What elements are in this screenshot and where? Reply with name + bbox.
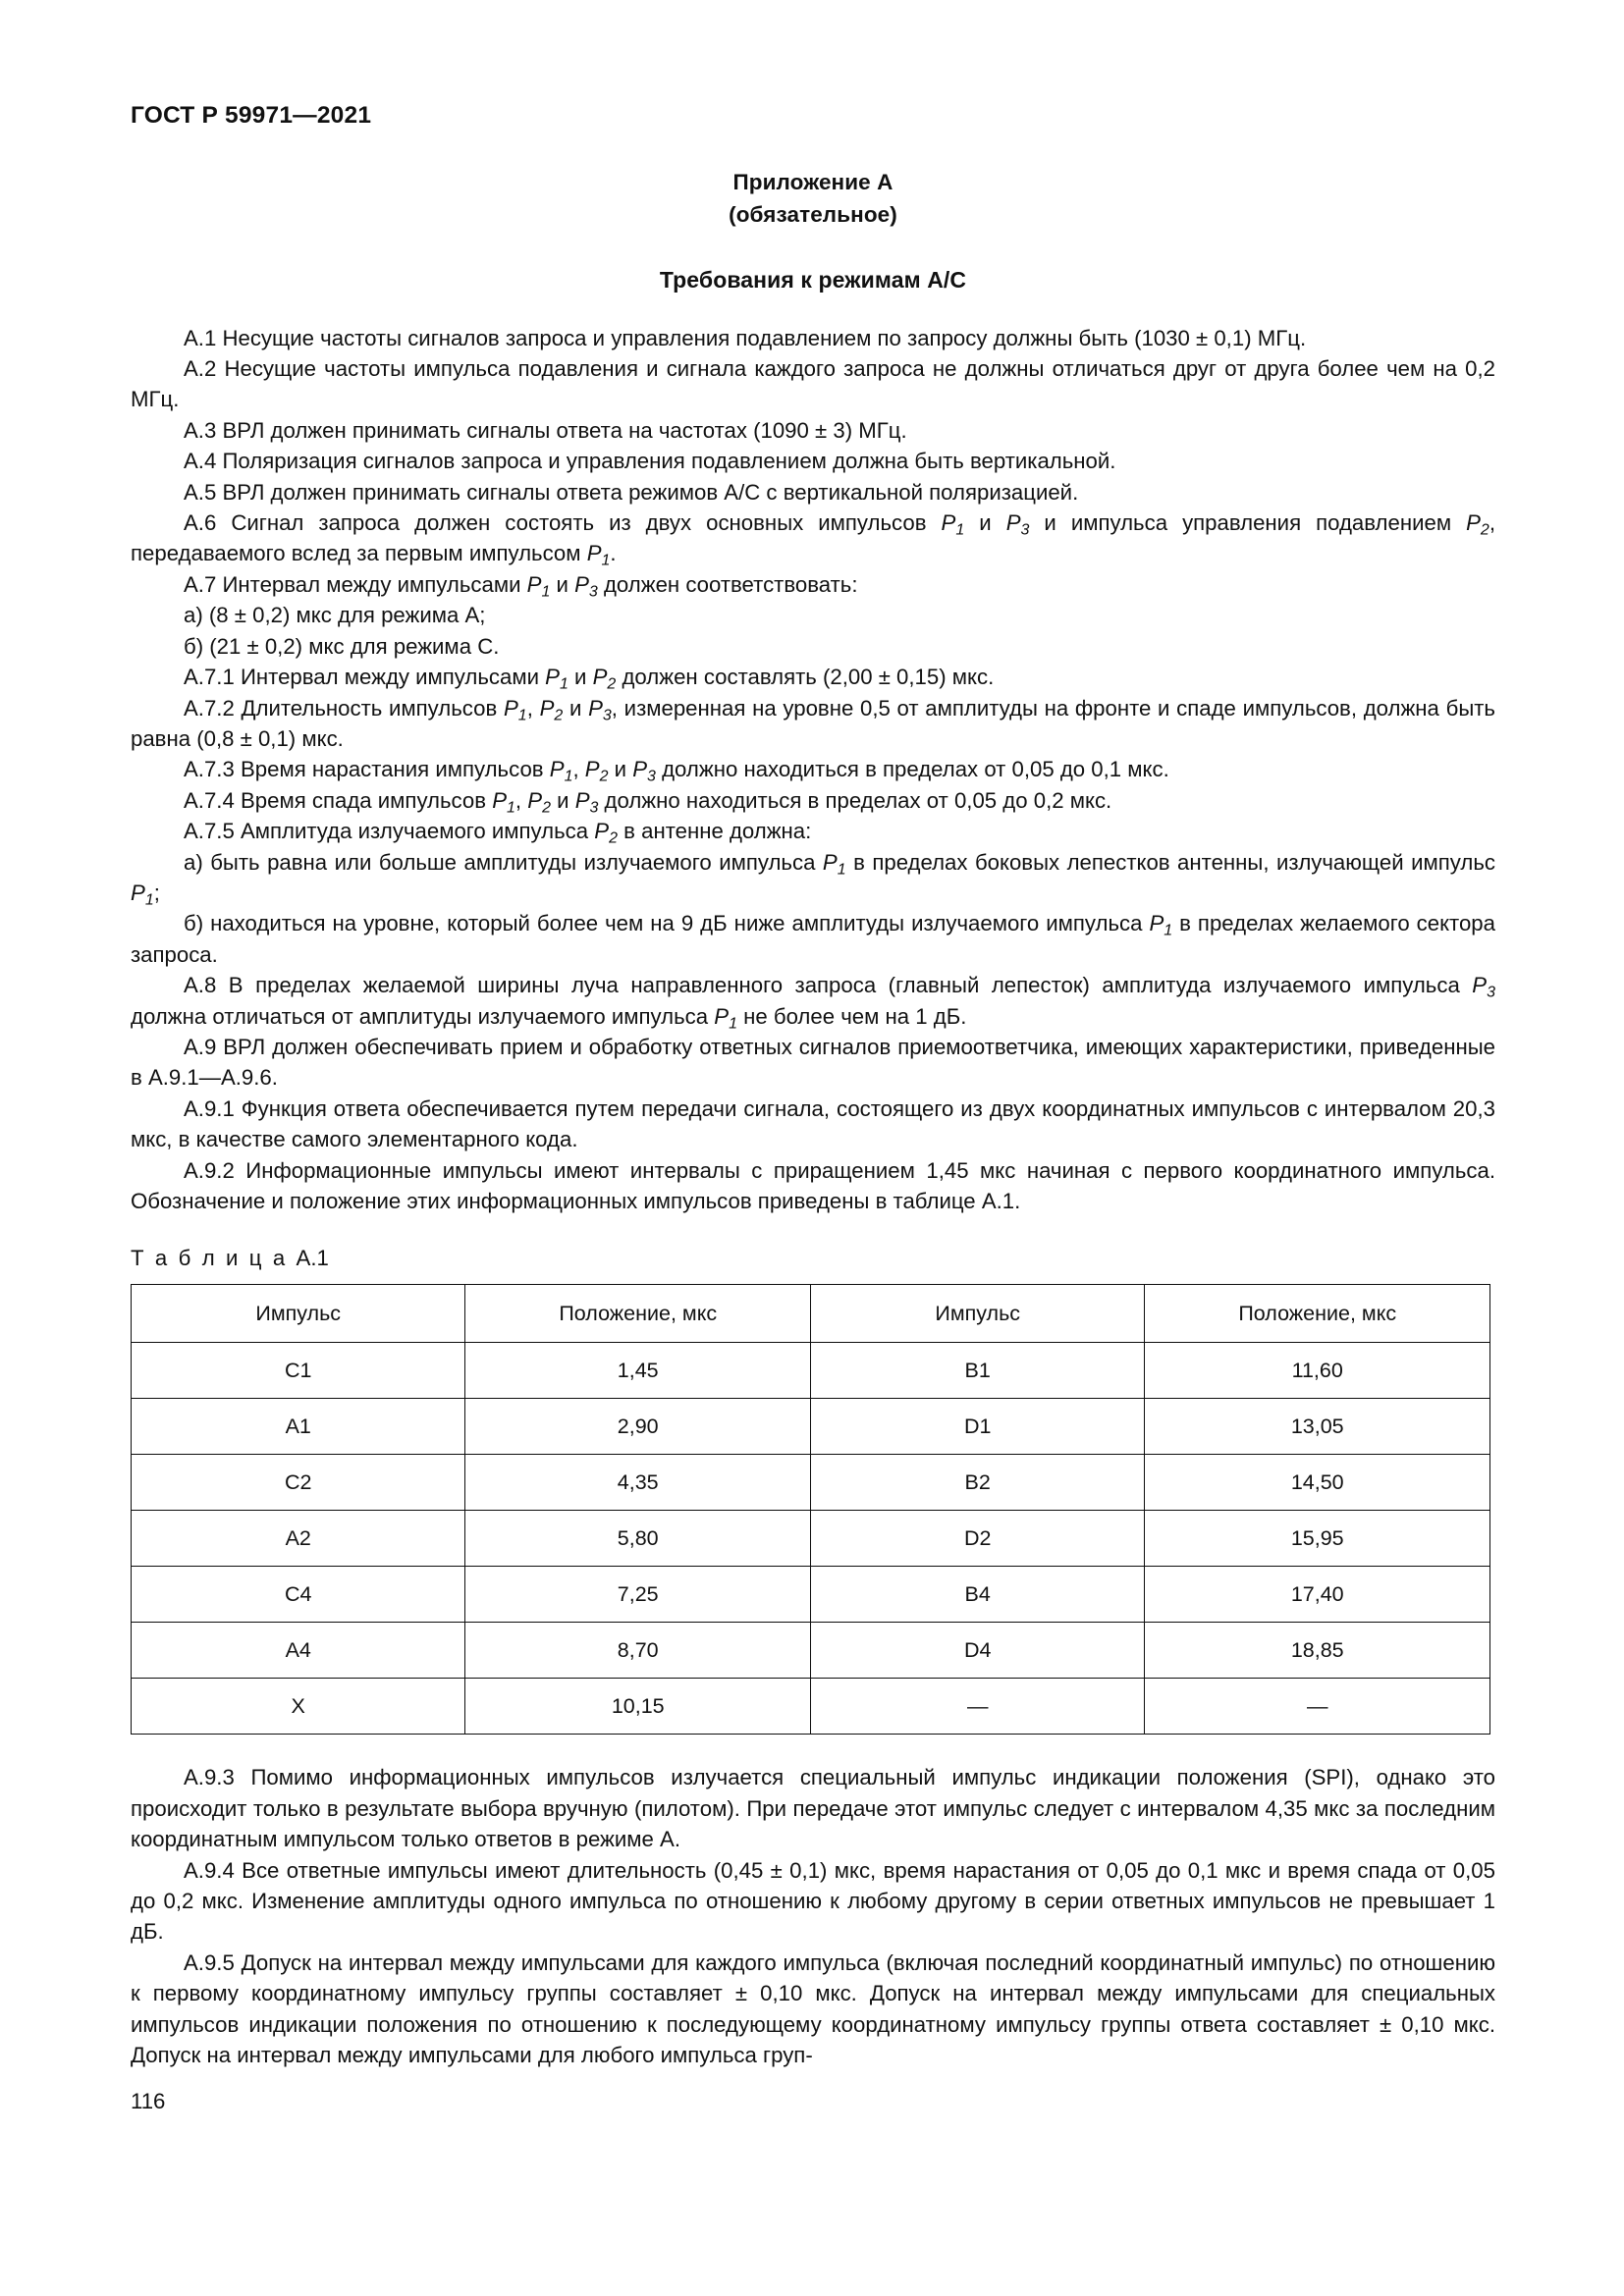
symbol-base: P <box>592 665 608 690</box>
symbol-p1 <box>504 696 527 721</box>
text-run: должен соответствовать: <box>597 571 858 597</box>
paragraph-a75 <box>131 816 1495 846</box>
paragraph-a95: А.9.5 Допуск на интервал между импульсами для каждого импульса (включая последний координатный импульс) по отношению к первому координатному импульсу группы составляет ± 0,10 мкс. Допуск на интервал между импульсами для специальных импульсов индикации положения по отношению к последующему координатному импульсу группы ответа составляет ± 0,10 мкс. Допуск на интервал между импульсами для любого импульса груп- <box>131 1949 1495 2068</box>
table-cell: 17,40 <box>1145 1567 1490 1623</box>
symbol-subscript: 2 <box>599 768 609 785</box>
symbol-subscript: 1 <box>517 706 527 723</box>
symbol-p3 <box>574 571 598 601</box>
text-run: ; <box>153 880 160 905</box>
paragraph-a73 <box>131 754 1495 784</box>
symbol-subscript: 1 <box>144 891 154 909</box>
paragraph-a3: А.3 ВРЛ должен принимать сигналы ответа на частотах (1090 ± 3) МГц. <box>184 417 907 443</box>
text-run: А.7.1 Интервал между импульсами <box>184 665 546 690</box>
list-item-a7-b: б) (21 ± 0,2) мкс для режима С. <box>184 633 500 659</box>
symbol-subscript: 3 <box>1020 521 1030 539</box>
symbol-base: P <box>584 757 600 782</box>
symbol-base: P <box>1472 973 1488 998</box>
text-run: и импульса управления подавлением <box>1029 510 1467 536</box>
symbol-base: P <box>594 819 610 844</box>
symbol-subscript: 2 <box>1480 521 1489 539</box>
table-header-row <box>132 1285 1490 1343</box>
text-run: в пределах боковых лепестков антенны, излучающей импульс <box>845 849 1495 875</box>
text-run: А.7.3 Время нарастания импульсов <box>184 757 550 782</box>
table-row <box>132 1399 1490 1455</box>
symbol-subscript: 3 <box>589 799 599 817</box>
symbol-p1 <box>545 665 568 693</box>
symbol-subscript: 1 <box>1164 922 1173 939</box>
symbol-p1 <box>941 510 965 539</box>
symbol-subscript: 1 <box>955 521 965 539</box>
text-run: а) быть равна или больше амплитуды излучаемого импульса <box>184 849 823 875</box>
table-row <box>132 1511 1490 1567</box>
symbol-subscript: 2 <box>607 675 617 693</box>
symbol-subscript: 3 <box>588 583 598 601</box>
table-cell: 18,85 <box>1145 1623 1490 1679</box>
table-cell: B2 <box>810 1455 1144 1511</box>
column-header: Импульс <box>132 1285 465 1343</box>
symbol-p2 <box>592 665 617 693</box>
text-run: А.7 Интервал между импульсами <box>184 571 527 597</box>
paragraph-a8 <box>131 970 1495 1032</box>
symbol-p1 <box>549 757 573 785</box>
symbol-base: P <box>1466 510 1481 536</box>
symbol-base: P <box>545 665 560 690</box>
symbol-subscript: 1 <box>507 799 515 817</box>
table-cell: 2,90 <box>465 1399 811 1455</box>
symbol-p2 <box>584 757 609 785</box>
symbol-base: P <box>574 571 589 597</box>
annex-kind: (обязательное) <box>729 202 897 228</box>
symbol-subscript: 1 <box>564 768 573 785</box>
table-row <box>132 1623 1490 1679</box>
table-cell: X <box>132 1679 465 1735</box>
symbol-base: P <box>539 695 555 721</box>
text-run: А.6 Сигнал запроса должен состоять из двух основных импульсов <box>184 510 942 536</box>
text-run: и <box>550 571 575 597</box>
table-cell: A4 <box>132 1623 465 1679</box>
page-number: 116 <box>131 2089 166 2113</box>
text-run: и <box>563 695 589 721</box>
symbol-p1 <box>492 787 515 817</box>
paragraph-a91: А.9.1 Функция ответа обеспечивается путем передачи сигнала, состоящего из двух координатных импульсов с интервалом 20,3 мкс, в качестве самого элементарного кода. <box>131 1095 1495 1152</box>
table-row <box>132 1679 1490 1735</box>
table-cell: — <box>1145 1679 1490 1735</box>
symbol-p2 <box>594 819 618 847</box>
section-title: Требования к режимам A/C <box>659 266 967 293</box>
list-item-a75-a <box>131 847 1495 909</box>
text-run: , измеренная на уровне 0,5 от амплитуды на фронте и спаде импульсов, должна быть равна (0,8 ± 0,1) мкс. <box>131 695 1495 751</box>
symbol-subscript: 1 <box>541 583 551 601</box>
symbol-base: P <box>549 757 565 782</box>
text-run: не более чем на 1 дБ. <box>736 1003 967 1029</box>
symbol-base: P <box>526 571 542 597</box>
table-caption <box>131 1246 1495 1271</box>
symbol-base: P <box>503 695 518 721</box>
symbol-p2 <box>540 696 564 721</box>
table-row <box>132 1455 1490 1511</box>
text-run: , <box>572 757 585 782</box>
symbol-subscript: 2 <box>542 799 551 817</box>
text-run: должен составлять (2,00 ± 0,15) мкс. <box>616 665 995 690</box>
table-cell: B4 <box>810 1567 1144 1623</box>
paragraph-a71 <box>131 662 1495 692</box>
text-run: и <box>608 757 633 782</box>
symbol-subscript: 2 <box>554 706 564 723</box>
symbol-p3 <box>1005 510 1030 539</box>
table-cell: A1 <box>132 1399 465 1455</box>
symbol-base: P <box>1005 510 1021 536</box>
table-cell: D2 <box>810 1511 1144 1567</box>
text-run: б) находиться на уровне, который более чем на 9 дБ ниже амплитуды излучаемого импульса <box>184 911 1150 936</box>
symbol-p3 <box>632 757 656 785</box>
symbol-p1 <box>526 571 551 601</box>
table-cell: 4,35 <box>465 1455 811 1511</box>
table-cell: C2 <box>132 1455 465 1511</box>
paragraph-a2: А.2 Несущие частоты импульса подавления и сигнала каждого запроса не должны отличаться друг от друга более чем на 0,2 МГц. <box>131 356 1495 412</box>
symbol-p1 <box>1149 911 1173 939</box>
symbol-subscript: 1 <box>601 552 611 569</box>
table-cell: D1 <box>810 1399 1144 1455</box>
symbol-base: P <box>714 1003 730 1029</box>
text-run: А.8 В пределах желаемой ширины луча направленного запроса (главный лепесток) амплитуда излучаемого импульса <box>184 973 1473 998</box>
column-header: Импульс <box>810 1285 1144 1343</box>
symbol-p1 <box>714 1003 737 1033</box>
symbol-p2 <box>1466 510 1489 539</box>
symbol-subscript: 1 <box>837 861 846 879</box>
symbol-base: P <box>527 787 543 813</box>
paragraph-a9: А.9 ВРЛ должен обеспечивать прием и обработку ответных сигналов приемоответчика, имеющих характеристики, приведенные в А.9.1—А.9.6. <box>131 1034 1495 1091</box>
table-head <box>132 1285 1490 1343</box>
table-cell: 11,60 <box>1145 1343 1490 1399</box>
paragraph-a94: А.9.4 Все ответные импульсы имеют длительность (0,45 ± 0,1) мкс, время нарастания от 0,05 до 0,1 мкс и время спада от 0,05 до 0,2 мкс. Изменение амплитуды одного импульса по отношению к любому другому в серии ответных импульсов не превышает 1 дБ. <box>131 1857 1495 1945</box>
table-cell: 1,45 <box>465 1343 811 1399</box>
table-cell: 13,05 <box>1145 1399 1490 1455</box>
symbol-base: P <box>588 695 603 721</box>
table-cell: B1 <box>810 1343 1144 1399</box>
symbol-subscript: 1 <box>729 1015 737 1033</box>
text-run: , <box>526 695 540 721</box>
symbol-base: P <box>1149 911 1164 936</box>
paragraph-a1: А.1 Несущие частоты сигналов запроса и управления подавлением по запросу должны быть (1030 ± 0,1) МГц. <box>184 325 1307 350</box>
table-row <box>132 1343 1490 1399</box>
text-run: и <box>568 665 593 690</box>
symbol-p3 <box>588 696 612 721</box>
symbol-p1 <box>131 880 154 909</box>
symbol-p2 <box>527 787 551 817</box>
symbol-base: P <box>632 757 648 782</box>
table-cell: 15,95 <box>1145 1511 1490 1567</box>
paragraph-a72 <box>131 693 1495 755</box>
running-head: ГОСТ Р 59971—2021 <box>131 102 372 129</box>
symbol-subscript: 1 <box>559 675 568 693</box>
column-header: Положение, мкс <box>1145 1285 1490 1343</box>
annex-title: Приложение А <box>732 170 893 195</box>
text-run: , <box>514 787 528 813</box>
page-content <box>131 0 1495 2070</box>
list-item-a7-a: а) (8 ± 0,2) мкс для режима А; <box>184 603 486 628</box>
symbol-subscript: 3 <box>647 768 656 785</box>
paragraph-a5: А.5 ВРЛ должен принимать сигналы ответа режимов A/C с вертикальной поляризацией. <box>184 479 1079 505</box>
table-cell: A2 <box>132 1511 465 1567</box>
symbol-p3 <box>1472 973 1495 1001</box>
text-run: , передаваемого вслед за первым импульсом <box>131 510 1495 566</box>
text-run: А.7.2 Длительность импульсов <box>184 695 504 721</box>
table-cell: D4 <box>810 1623 1144 1679</box>
pulse-position-table <box>131 1284 1490 1735</box>
annex-heading-block <box>131 167 1495 231</box>
table-cell: 8,70 <box>465 1623 811 1679</box>
text-run: А.7.5 Амплитуда излучаемого импульса <box>184 819 595 844</box>
text-run: и <box>964 510 1006 536</box>
paragraph-a6 <box>131 507 1495 569</box>
text-run: . <box>610 541 617 566</box>
paragraph-a4: А.4 Поляризация сигналов запроса и управления подавлением должна быть вертикальной. <box>184 449 1116 474</box>
symbol-p3 <box>574 787 599 817</box>
paragraph-a7 <box>131 569 1495 600</box>
table-cell: 7,25 <box>465 1567 811 1623</box>
text-run: и <box>550 787 575 813</box>
table-cell: C1 <box>132 1343 465 1399</box>
list-item-a75-b <box>131 908 1495 970</box>
text-run: должна отличаться от амплитуды излучаемого импульса <box>131 1003 715 1029</box>
symbol-base: P <box>574 787 590 813</box>
symbol-base: P <box>492 787 508 813</box>
text-run: должно находиться в пределах от 0,05 до 0,1 мкс. <box>655 757 1169 782</box>
paragraph-a92: А.9.2 Информационные импульсы имеют интервалы с приращением 1,45 мкс начиная с первого координатного импульса. Обозначение и положение этих информационных импульсов приведены в таблице А.1. <box>131 1157 1495 1214</box>
text-run: А.7.4 Время спада импульсов <box>184 787 493 813</box>
table-body <box>132 1343 1490 1735</box>
table-cell: 14,50 <box>1145 1455 1490 1511</box>
symbol-p1 <box>586 541 611 569</box>
symbol-subscript: 2 <box>609 829 618 847</box>
table-cell: 5,80 <box>465 1511 811 1567</box>
table-cell: C4 <box>132 1567 465 1623</box>
column-header: Положение, мкс <box>465 1285 811 1343</box>
paragraph-a74 <box>131 785 1495 816</box>
symbol-base: P <box>586 541 602 566</box>
table-cell: — <box>810 1679 1144 1735</box>
symbol-base: P <box>941 510 956 536</box>
paragraph-a93: А.9.3 Помимо информационных импульсов излучается специальный импульс индикации положения (SPI), однако это происходит только в результате выбора вручную (пилотом). При передаче этот импульс следует с интервалом 4,35 мкс за последним координатным импульсом только ответов в режиме А. <box>131 1765 1495 1852</box>
body-text-bottom <box>131 1762 1495 2070</box>
symbol-subscript: 3 <box>1487 984 1495 1001</box>
text-run: должно находиться в пределах от 0,05 до 0,2 мкс. <box>598 787 1112 813</box>
body-text-top <box>131 323 1495 1217</box>
table-caption-label: Т а б л и ц а <box>131 1246 288 1271</box>
text-run: в антенне должна: <box>617 819 812 844</box>
symbol-base: P <box>822 849 838 875</box>
symbol-subscript: 3 <box>602 706 612 723</box>
symbol-base: P <box>131 880 145 905</box>
table-row <box>132 1567 1490 1623</box>
table-cell: 10,15 <box>465 1679 811 1735</box>
table-caption-number: А.1 <box>296 1246 329 1271</box>
text-run: в пределах желаемого сектора запроса. <box>131 911 1495 967</box>
symbol-p1 <box>822 849 846 879</box>
